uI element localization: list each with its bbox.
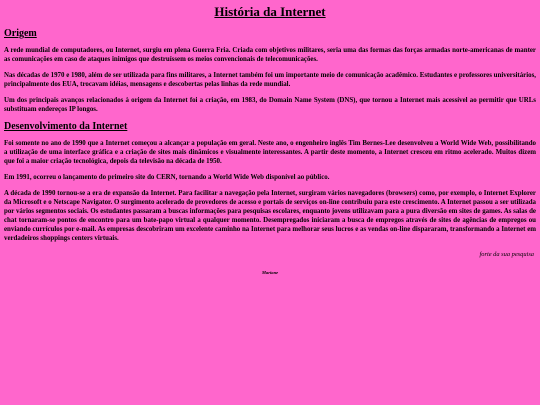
page-title: História da Internet	[214, 4, 326, 19]
paragraph: Nas décadas de 1970 e 1980, além de ser utilizada para fins militares, a Internet também foi um importante meio de comunicação acadêmico. Estudantes e professores universitários, principalmente dos EUA, trocavam idéias, mensagens e descobertas pelas linhas da rede mundial.	[4, 71, 536, 88]
paragraph: Foi somente no ano de 1990 que a Internet começou a alcançar a população em geral. Neste ano, o engenheiro inglês Tim Bernes-Lee desenvolveu a World Wide Web, possibilitando a utilização de uma interface gráfica e a criação de sites mais dinâmicos e visualmente interessantes. A partir deste momento, a Internet cresceu em ritmo acelerado. Muitos dizem que foi a maior criação tecnológica, depois da televisão na década de 1950.	[4, 140, 536, 166]
section-desenvolvimento	[4, 121, 536, 243]
paragraph: Em 1991, ocorreu o lançamento do primeiro site do CERN, tornando a World Wide Web disponível ao público.	[4, 174, 330, 182]
paragraph: A rede mundial de computadores, ou Internet, surgiu em plena Guerra Fria. Criada com objetivos militares, seria uma das formas das forças armadas norte-americanas de manter as comunicações em caso de ataques inimigos que destruíssem os meios convencionais de telecomunicações.	[4, 47, 536, 63]
section-origem	[4, 28, 536, 114]
paragraph: A década de 1990 tornou-se a era de expansão da Internet. Para facilitar a navegação pela Internet, surgiram vários navegadores (browsers) como, por exemplo, o Internet Explorer da Microsoft e o Netscape Navigator. O surgimento acelerado de provedores de acesso e portais de serviços on-line contribuiu para este crescimento. A Internet passou a ser utilizada por vários segmentos sociais. Os estudantes passaram a buscas informações para pesquisas escolares, enquanto jovens utilizavam para a pura diversão em sites de games. As salas de chat tornaram-se pontos de encontro para um bate-papo virtual a qualquer momento. Desempregados iniciaram a busca de empregos através de sites de agências de empregos ou enviando currículos por e-mail. As empresas descobriram um excelente caminho na Internet para melhorar seus lucros e as vendas on-line dispararam, transformando a Internet em verdadeiros shoppings centers virtuais.	[4, 190, 536, 242]
author-signature: Mariane	[261, 269, 279, 275]
paragraph: Um dos principais avanços relacionados à origem da Internet foi a criação, em 1983, do Domain Name System (DNS), que tornou a Internet mais acessível ao permitir que URLs substituam endereços IP longos.	[4, 96, 536, 113]
source-note: forte da sua pesquisa	[479, 250, 534, 258]
section-heading-origem: Origem	[4, 28, 37, 39]
section-heading-desenvolvimento: Desenvolvimento da Internet	[4, 121, 128, 133]
